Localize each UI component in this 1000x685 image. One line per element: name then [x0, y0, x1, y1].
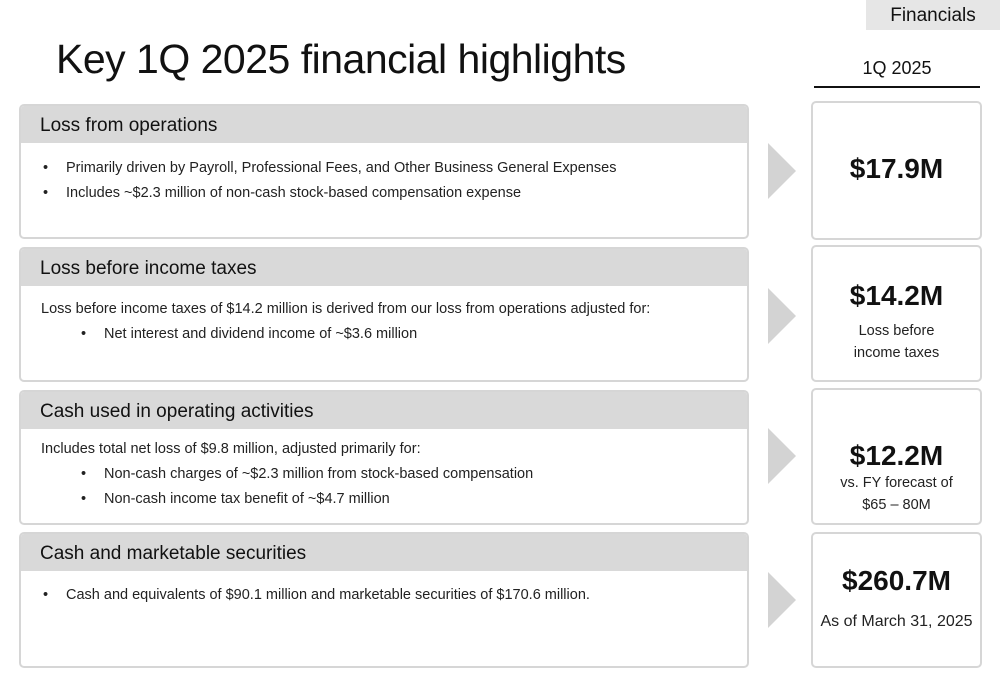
card-heading: Cash and marketable securities: [21, 534, 747, 571]
arrow-right-icon: [768, 143, 796, 199]
metric-note: As of March 31, 2025: [820, 613, 973, 630]
metric-note: Loss before income taxes: [853, 323, 940, 361]
sub-bullet-item: • Non-cash income tax benefit of ~$4.7 million: [41, 487, 727, 512]
sub-bullet-item: • Non-cash charges of ~$2.3 million from stock-based compensation: [41, 462, 727, 487]
metric-value: $17.9M: [849, 153, 944, 184]
card-loss-from-operations: [19, 104, 749, 239]
metric-value: $14.2M: [849, 280, 944, 311]
metric-note: vs. FY forecast of $65 – 80M: [840, 475, 953, 513]
card-heading: Loss before income taxes: [21, 249, 747, 286]
metric-value: $12.2M: [849, 440, 944, 471]
bullet-item: • Primarily driven by Payroll, Professional Fees, and Other Business General Expenses: [41, 156, 727, 181]
card-cash-and-marketable-securities: [19, 532, 749, 668]
bullet-item: • Includes ~$2.3 million of non-cash stock-based compensation expense: [41, 181, 727, 206]
period-divider: [814, 86, 980, 88]
card-heading: Loss from operations: [21, 106, 747, 143]
metric-box-cash-used-in-operating-activities: [811, 388, 982, 525]
metric-box-loss-from-operations: [811, 101, 982, 240]
metric-box-cash-and-marketable-securities: [811, 532, 982, 668]
bullet-item: • Cash and equivalents of $90.1 million and marketable securities of $170.6 million.: [41, 583, 727, 608]
metric-box-loss-before-income-taxes: [811, 245, 982, 382]
page-title: Key 1Q 2025 financial highlights: [56, 36, 626, 82]
sub-bullet-item: • Net interest and dividend income of ~$3.6 million: [41, 322, 727, 347]
arrow-right-icon: [768, 288, 796, 344]
section-tag: Financials: [866, 0, 1000, 30]
card-heading: Cash used in operating activities: [21, 392, 747, 429]
arrow-right-icon: [768, 572, 796, 628]
card-cash-used-in-operating-activities: [19, 390, 749, 525]
period-label: 1Q 2025: [862, 58, 932, 78]
arrow-right-icon: [768, 428, 796, 484]
intro-text: Loss before income taxes of $14.2 million is derived from our loss from operations adjusted for:: [41, 301, 651, 317]
intro-text: Includes total net loss of $9.8 million, adjusted primarily for:: [41, 441, 421, 457]
card-loss-before-income-taxes: [19, 247, 749, 382]
metric-value: $260.7M: [842, 565, 951, 596]
